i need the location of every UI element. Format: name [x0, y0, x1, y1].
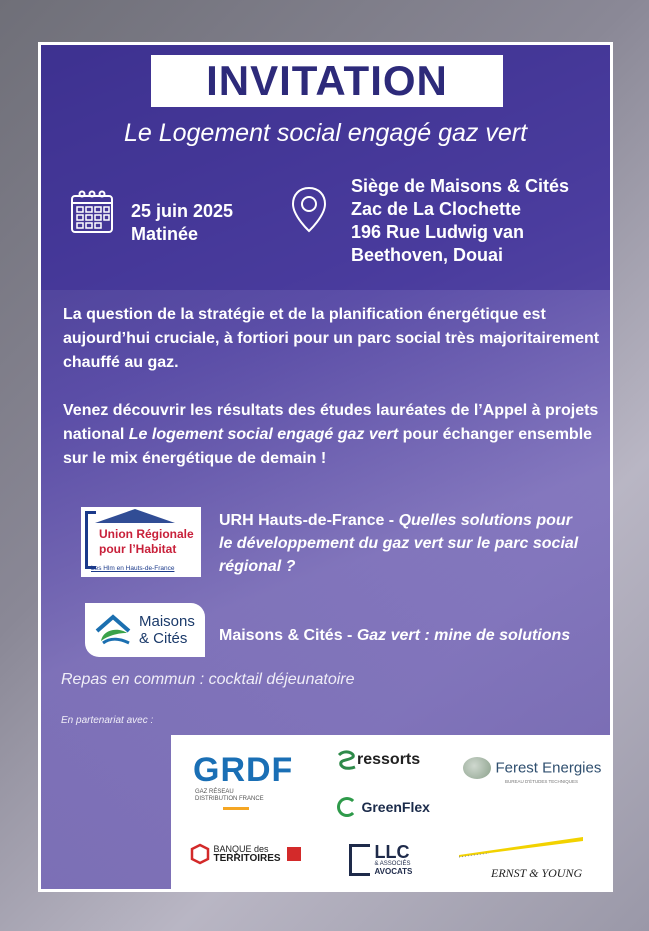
intro-paragraph-1: La question de la stratégie et de la planification énergétique est aujourd’hui cruciale, à fortiori pour un parc social très majoritairement chauffé au gaz. [63, 306, 600, 371]
mc-talk [219, 627, 599, 645]
ferest-text: Ferest Energies [495, 759, 602, 777]
event-address [351, 175, 569, 267]
llc-text [374, 843, 412, 876]
ernst-young-logo [459, 833, 599, 881]
urh-speaker: URH Hauts-de-France - [219, 512, 399, 529]
llc-avocats: AVOCATS [374, 867, 413, 876]
event-date-block [131, 200, 233, 246]
urh-logo-line2: pour l’Habitat [99, 542, 177, 556]
event-date: 25 juin 2025 [131, 201, 234, 221]
urh-logo-line3: Les Hlm en Hauts-de-France [91, 565, 175, 572]
banque-flag-icon [287, 847, 301, 861]
ferest-leaf-icon [463, 757, 491, 779]
lunch-note: Repas en commun : cocktail déjeunatoire [61, 671, 355, 688]
house-roof-icon [95, 509, 175, 523]
mc-logo-line1: Maisons [139, 613, 195, 630]
intro-text [63, 303, 603, 495]
ferest-tagline: BUREAU D'ÉTUDES TECHNIQUES [505, 779, 579, 784]
address-line: 196 Rue Ludwig van [351, 222, 525, 242]
llc-big: LLC [374, 842, 410, 862]
ferest-logo [463, 757, 601, 779]
greenflex-logo [337, 797, 430, 817]
address-line: Beethoven, Douai [351, 245, 504, 265]
event-subtitle: Le Logement social engagé gaz vert [123, 119, 528, 147]
llc-logo [349, 843, 412, 876]
urh-logo [81, 507, 201, 577]
banque-line1: BANQUE des [213, 844, 269, 854]
banque-text [214, 844, 281, 864]
partners-label: En partenariat avec : [61, 715, 154, 726]
intro-paragraph-2 [63, 399, 603, 471]
intro-text-italic: Le logement social engagé gaz vert [128, 426, 399, 443]
location-pin-icon [289, 185, 329, 235]
ey-beam-icon [459, 833, 599, 863]
calendar-icon [69, 189, 115, 235]
grdf-tagline: GAZ RÉSEAU DISTRIBUTION FRANCE [195, 789, 264, 802]
greenflex-text: GreenFlex [361, 799, 430, 815]
intro-text-end: pour échanger ensemble sur le mix énergétique de demain ! [63, 426, 593, 467]
grdf-logo: GRDF [193, 751, 294, 789]
partners-panel [171, 735, 613, 892]
llc-small: & ASSOCIÉS [374, 861, 411, 867]
mc-topic: Gaz vert : mine de solutions [356, 627, 571, 644]
invitation-card [38, 42, 613, 892]
ressorts-logo [337, 749, 420, 771]
title-box [151, 55, 503, 107]
mc-speaker: Maisons & Cités - [219, 627, 357, 644]
mc-logo-line2: & Cités [139, 630, 188, 647]
urh-talk [219, 509, 579, 578]
banque-territoires-logo [189, 843, 301, 865]
maisons-cites-logo [85, 603, 205, 657]
ressorts-icon [337, 749, 357, 771]
ressorts-text: ressorts [357, 751, 421, 768]
page-title: INVITATION [206, 57, 448, 104]
grdf-accent-bar [223, 807, 249, 810]
urh-topic: Quelles solutions pour le développement du gaz vert sur le parc social régional ? [219, 512, 579, 575]
address-line: Siège de Maisons & Cités [351, 176, 570, 196]
banque-hexagon-icon [189, 843, 211, 865]
banque-line2: TERRITOIRES [213, 853, 281, 864]
urh-logo-line1: Union Régionale [99, 527, 194, 541]
event-time: Matinée [131, 224, 199, 244]
intro-text-start: Venez découvrir les résultats des études lauréates de l’Appel à projets national [63, 402, 599, 443]
address-line: Zac de La Clochette [351, 199, 522, 219]
house-leaf-icon [93, 613, 135, 647]
llc-bracket-icon [349, 844, 370, 876]
greenflex-icon [337, 797, 357, 817]
ey-text: ERNST & YOUNG [491, 866, 583, 880]
